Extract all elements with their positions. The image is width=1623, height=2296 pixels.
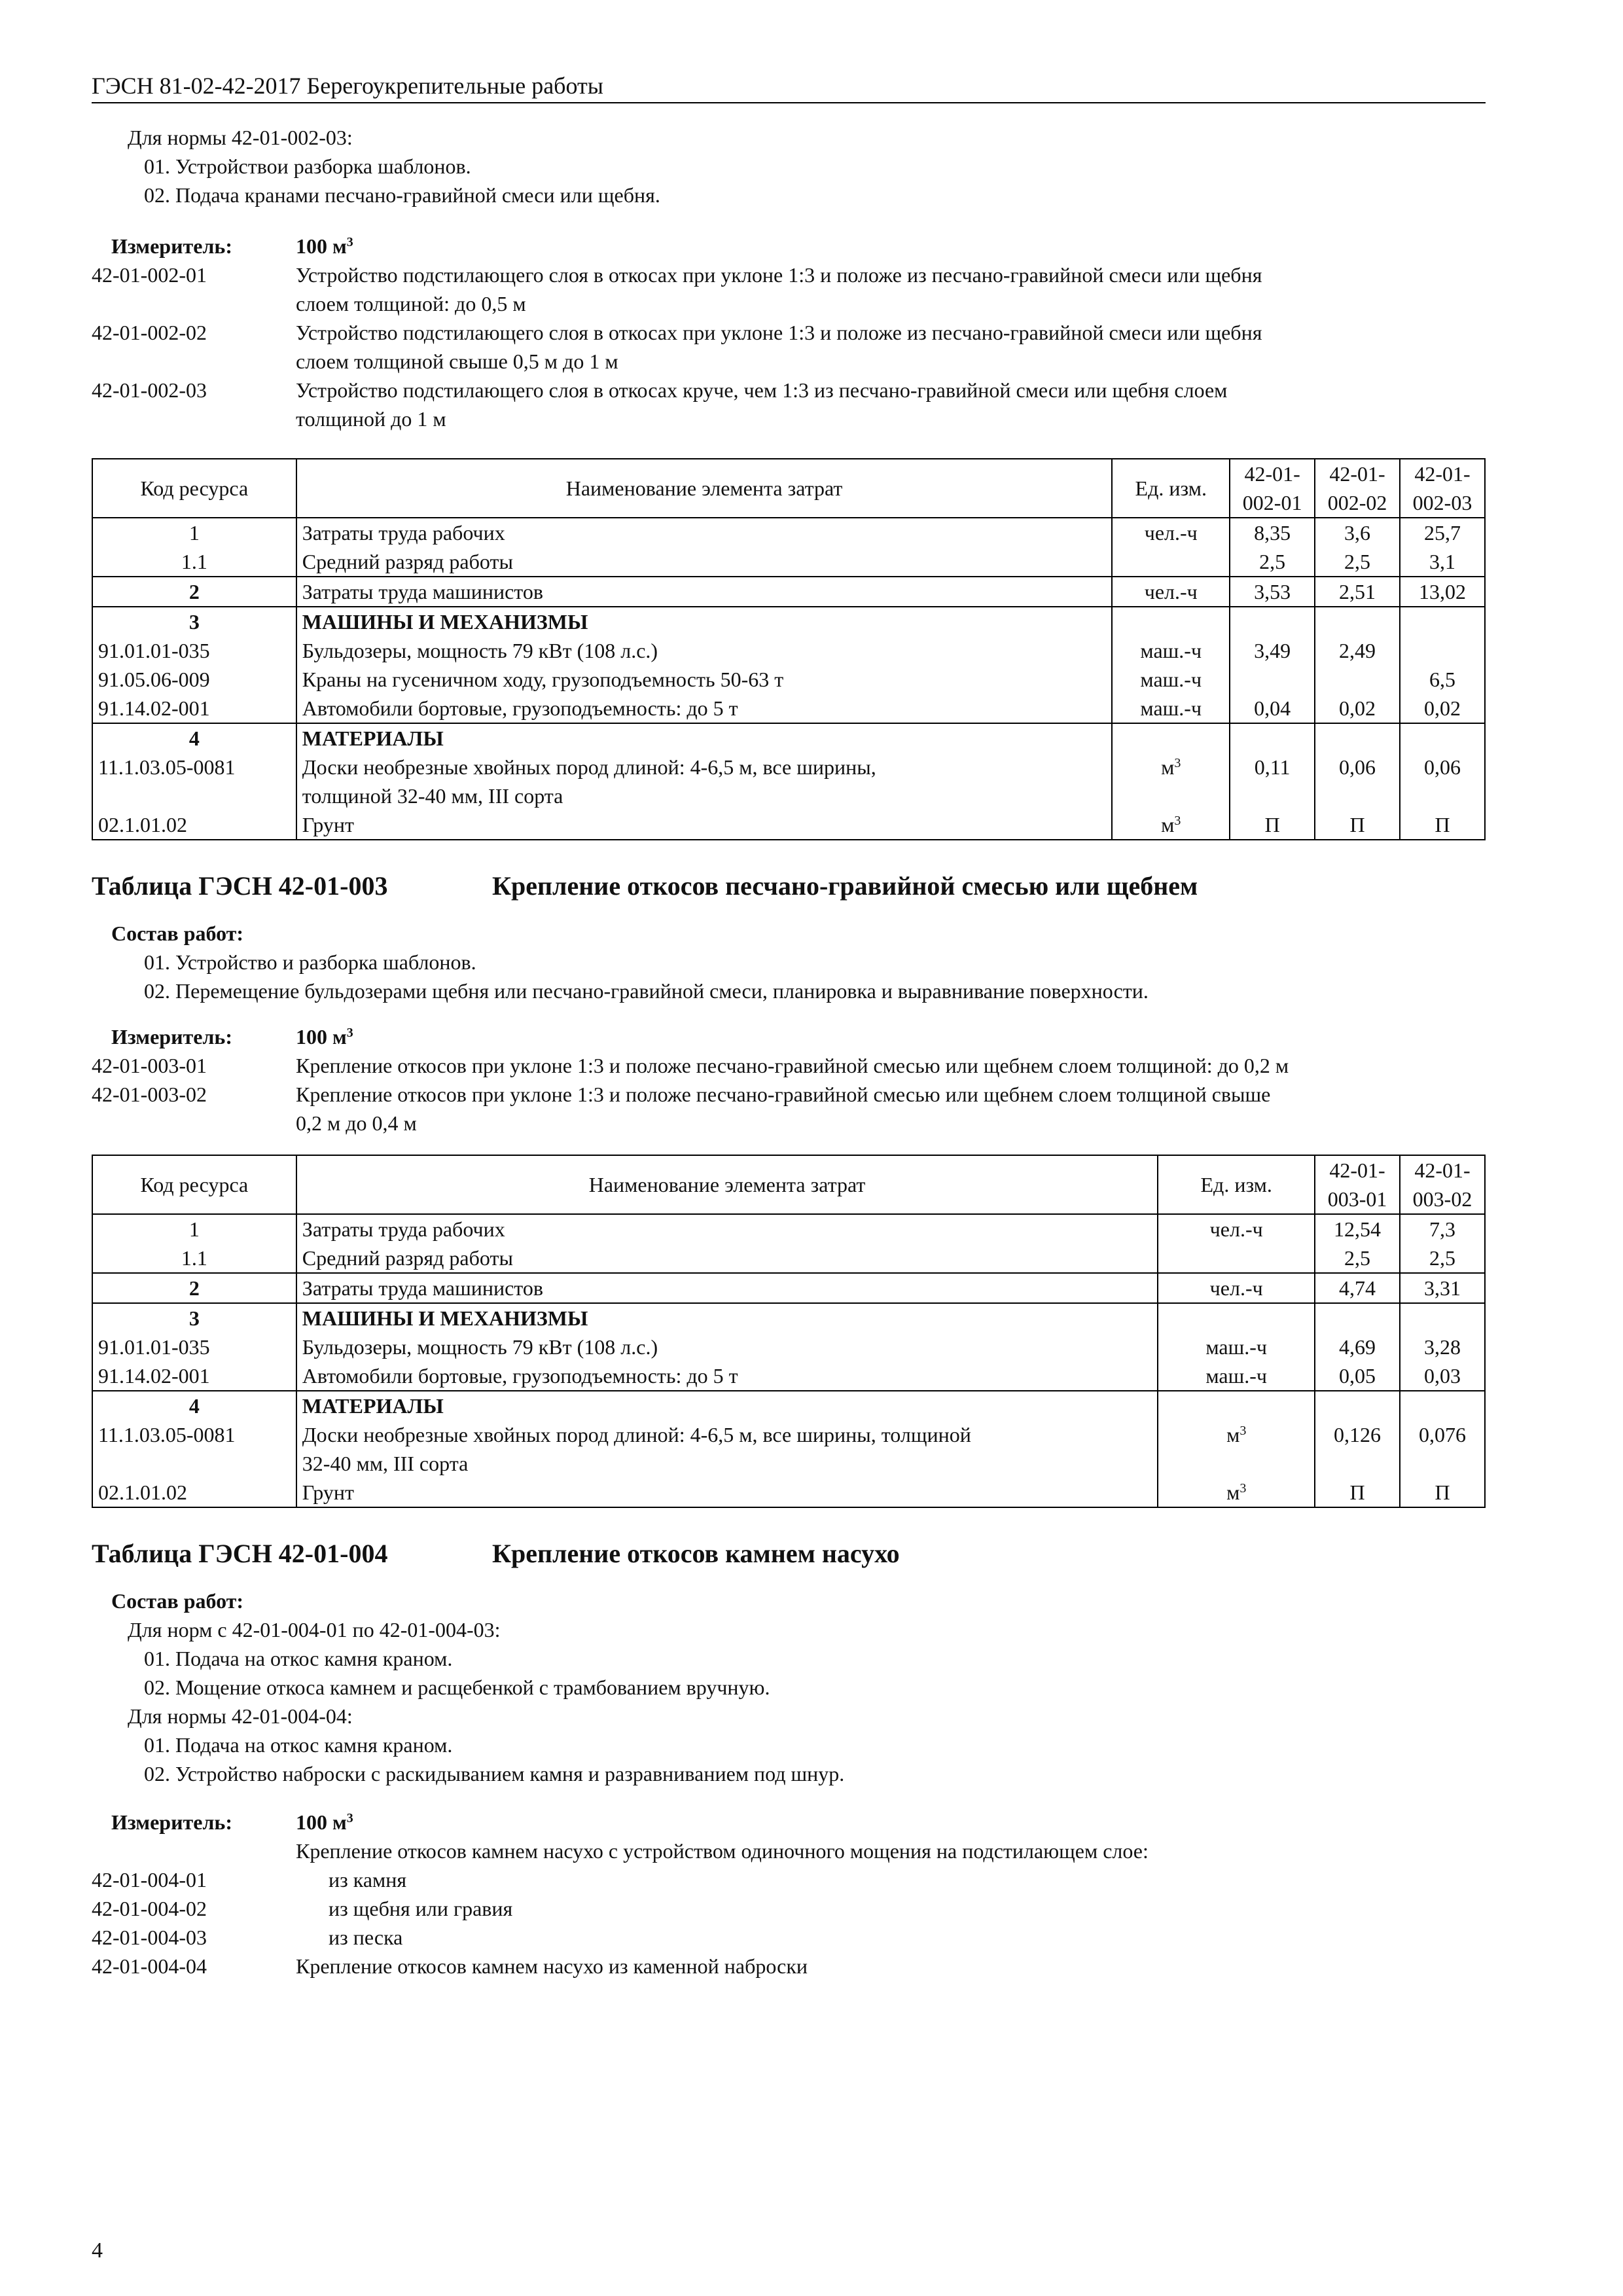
cell: Средний разряд работы (296, 1244, 1158, 1273)
cell: 2 (92, 1273, 296, 1303)
work-line: Для норм с 42-01-004-01 по 42-01-004-03: (128, 1618, 501, 1641)
resource-table-002 (92, 458, 1486, 840)
cell: Бульдозеры, мощность 79 кВт (108 л.с.) (296, 636, 1113, 665)
work-line: Для нормы 42-01-002-03: (128, 126, 353, 149)
norm-text: из песка (329, 1926, 403, 1949)
table-row (92, 665, 1485, 694)
norm-text: из камня (329, 1868, 407, 1892)
cell (1230, 781, 1315, 810)
table-row (92, 636, 1485, 665)
cell (1158, 1244, 1315, 1273)
header-unit: Ед. изм. (1112, 459, 1230, 518)
cell: П (1400, 810, 1485, 840)
cell (1315, 1449, 1400, 1478)
header-name: Наименование элемента затрат (296, 459, 1113, 518)
measure-value: 100 $м^3$ (296, 1025, 353, 1049)
cell: Бульдозеры, мощность 79 кВт (108 л.с.) (296, 1333, 1158, 1361)
cell (1315, 723, 1400, 753)
cell: 3,1 (1400, 547, 1485, 577)
norm-code: 42-01-003-01 (92, 1054, 207, 1077)
table-row (92, 810, 1485, 840)
table-row (92, 607, 1485, 636)
cell: 0,05 (1315, 1361, 1400, 1391)
table-title (92, 867, 1486, 906)
cell (1400, 1391, 1485, 1420)
cell: 02.1.01.02 (92, 810, 296, 840)
cell: маш.-ч (1112, 665, 1230, 694)
cell: 2 (92, 577, 296, 607)
measure-value: 100 $м^3$ (296, 1810, 353, 1834)
cell (1112, 607, 1230, 636)
work-line: 01. Устройство и разборка шаблонов. (144, 950, 476, 974)
cell: чел.-ч (1112, 577, 1230, 607)
cell: $м^3$ (1112, 753, 1230, 781)
work-line: 01. Устройствои разборка шаблонов. (144, 154, 471, 178)
table-title-name: Крепление откосов камнем насухо (492, 1539, 900, 1568)
header-norm: 42-01- 003-01 (1315, 1155, 1400, 1214)
cell: 11.1.03.05-0081 (92, 1420, 296, 1449)
work-line: 01. Подача на откос камня краном. (144, 1733, 453, 1757)
norm-code: 42-01-004-02 (92, 1897, 207, 1920)
resource-table-003 (92, 1155, 1486, 1508)
cell: 6,5 (1400, 665, 1485, 694)
table-row (92, 547, 1485, 577)
norm-text: 0,2 м до 0,4 м (296, 1111, 417, 1135)
table-row (92, 1303, 1485, 1333)
cell: 0,076 (1400, 1420, 1485, 1449)
cell: МАШИНЫ И МЕХАНИЗМЫ (296, 1303, 1158, 1333)
measure-label: Измеритель: (111, 1025, 232, 1049)
cell: 1 (92, 518, 296, 547)
table-row (92, 753, 1485, 781)
cell: 25,7 (1400, 518, 1485, 547)
cell: 4 (92, 723, 296, 753)
work-line: 02. Перемещение бульдозерами щебня или песчано-гравийной смеси, планировка и выравнивание поверхности. (144, 979, 1149, 1003)
header-norm: 42-01- 002-01 (1230, 459, 1315, 518)
cell: 3,28 (1400, 1333, 1485, 1361)
measure-value: 100 $м^3$ (296, 234, 353, 258)
table-row (92, 781, 1485, 810)
page (92, 72, 1486, 1981)
header-norm: 42-01- 002-02 (1315, 459, 1400, 518)
cell (1112, 547, 1230, 577)
norm-text: Крепление откосов при уклоне 1:3 и положе песчано-гравийной смесью или щебнем слоем толщиной: до 0,2 м (296, 1054, 1289, 1077)
cell: $м^3$ (1158, 1478, 1315, 1507)
table-row (92, 1449, 1485, 1478)
norm-code: 42-01-004-04 (92, 1954, 207, 1978)
cell: 13,02 (1400, 577, 1485, 607)
cell: 2,5 (1230, 547, 1315, 577)
cell: 4 (92, 1391, 296, 1420)
norm-text: слоем толщиной свыше 0,5 м до 1 м (296, 350, 618, 373)
work-composition-heading: Состав работ: (111, 922, 244, 945)
cell: П (1400, 1478, 1485, 1507)
header-norm: 42-01- 002-03 (1400, 459, 1485, 518)
norm-text: Устройство подстилающего слоя в откосах круче, чем 1:3 из песчано-гравийной смеси или щебня слоем (296, 378, 1228, 402)
cell: П (1315, 810, 1400, 840)
norm-text: Устройство подстилающего слоя в откосах при уклоне 1:3 и положе из песчано-гравийной смеси или щебня (296, 321, 1262, 344)
cell (1158, 1449, 1315, 1478)
work-line: 01. Подача на откос камня краном. (144, 1647, 453, 1670)
table-title (92, 1534, 1486, 1573)
work-line: 02. Подача кранами песчано-гравийной смеси или щебня. (144, 183, 660, 207)
header-norm: 42-01- 003-02 (1400, 1155, 1485, 1214)
cell: 2,5 (1315, 1244, 1400, 1273)
cell (1315, 1303, 1400, 1333)
table-row (92, 577, 1485, 607)
cell: 91.01.01-035 (92, 636, 296, 665)
cell: Доски необрезные хвойных пород длиной: 4-6,5 м, все ширины, (296, 753, 1113, 781)
cell (1400, 607, 1485, 636)
cell: 3,49 (1230, 636, 1315, 665)
norm-group-text: Крепление откосов камнем насухо с устройством одиночного мощения на подстилающем слое: (296, 1839, 1149, 1863)
cell (1112, 723, 1230, 753)
table-row (92, 1391, 1485, 1420)
cell: 32-40 мм, III сорта (296, 1449, 1158, 1478)
cell (1315, 607, 1400, 636)
cell: 0,02 (1400, 694, 1485, 723)
cell (1315, 665, 1400, 694)
header-code: Код ресурса (92, 1155, 296, 1214)
cell: 3,53 (1230, 577, 1315, 607)
cell: Средний разряд работы (296, 547, 1113, 577)
norm-code: 42-01-004-01 (92, 1868, 207, 1892)
work-line: 02. Мощение откоса камнем и расщебенкой с трамбованием вручную. (144, 1676, 770, 1699)
cell: 12,54 (1315, 1214, 1400, 1244)
cell: 91.01.01-035 (92, 1333, 296, 1361)
cell: 1.1 (92, 547, 296, 577)
cell: Автомобили бортовые, грузоподъемность: до 5 т (296, 694, 1113, 723)
table-row (92, 518, 1485, 547)
cell (1400, 781, 1485, 810)
cell: П (1315, 1478, 1400, 1507)
cell: 7,3 (1400, 1214, 1485, 1244)
cell: 0,11 (1230, 753, 1315, 781)
cell (1400, 1449, 1485, 1478)
cell: 3,6 (1315, 518, 1400, 547)
table-header (92, 459, 1485, 518)
norm-code: 42-01-004-03 (92, 1926, 207, 1949)
table-row (92, 1478, 1485, 1507)
measure-block (92, 1022, 1486, 1138)
table-row (92, 1361, 1485, 1391)
cell: Грунт (296, 810, 1113, 840)
cell: 2,49 (1315, 636, 1400, 665)
cell: чел.-ч (1112, 518, 1230, 547)
cell (1230, 665, 1315, 694)
table-title-code: Таблица ГЭСН 42-01-004 (92, 1539, 388, 1568)
cell (1315, 1391, 1400, 1420)
cell: $м^3$ (1158, 1420, 1315, 1449)
cell: 0,03 (1400, 1361, 1485, 1391)
table-header (92, 1155, 1485, 1214)
cell: толщиной 32-40 мм, III сорта (296, 781, 1113, 810)
measure-label: Измеритель: (111, 234, 232, 258)
cell: 0,04 (1230, 694, 1315, 723)
cell: П (1230, 810, 1315, 840)
table-row (92, 723, 1485, 753)
cell (1400, 1303, 1485, 1333)
cell: 1.1 (92, 1244, 296, 1273)
cell (1158, 1391, 1315, 1420)
cell: Затраты труда машинистов (296, 1273, 1158, 1303)
table-row (92, 1214, 1485, 1244)
table-row (92, 1273, 1485, 1303)
table-title-code: Таблица ГЭСН 42-01-003 (92, 871, 388, 901)
cell: маш.-ч (1158, 1333, 1315, 1361)
cell: 2,51 (1315, 577, 1400, 607)
measure-label: Измеритель: (111, 1810, 232, 1834)
norm-text: Устройство подстилающего слоя в откосах при уклоне 1:3 и положе из песчано-гравийной смеси или щебня (296, 263, 1262, 287)
cell: чел.-ч (1158, 1273, 1315, 1303)
cell (1315, 781, 1400, 810)
cell: 11.1.03.05-0081 (92, 753, 296, 781)
table-row (92, 1244, 1485, 1273)
norm-text: Крепление откосов при уклоне 1:3 и положе песчано-гравийной смесью или щебнем слоем толщиной свыше (296, 1083, 1271, 1106)
norm-text: из щебня или гравия (329, 1897, 513, 1920)
cell: $м^3$ (1112, 810, 1230, 840)
cell: МАШИНЫ И МЕХАНИЗМЫ (296, 607, 1113, 636)
cell: маш.-ч (1112, 694, 1230, 723)
norm-text: толщиной до 1 м (296, 407, 446, 431)
cell: 3 (92, 1303, 296, 1333)
work-line: 02. Устройство наброски с раскидыванием камня и разравниванием под шнур. (144, 1762, 845, 1785)
norm-code: 42-01-002-01 (92, 263, 207, 287)
cell: 0,06 (1400, 753, 1485, 781)
table-row (92, 1333, 1485, 1361)
work-composition-heading: Состав работ: (111, 1589, 244, 1613)
cell: Автомобили бортовые, грузоподъемность: до 5 т (296, 1361, 1158, 1391)
table-title-name: Крепление откосов песчано-гравийной смесью или щебнем (492, 871, 1198, 901)
cell: 4,74 (1315, 1273, 1400, 1303)
table-row (92, 1420, 1485, 1449)
cell: маш.-ч (1158, 1361, 1315, 1391)
work-line: Для нормы 42-01-004-04: (128, 1704, 353, 1728)
cell: 0,126 (1315, 1420, 1400, 1449)
norm-text: слоем толщиной: до 0,5 м (296, 292, 526, 315)
cell: 2,5 (1315, 547, 1400, 577)
cell: 0,06 (1315, 753, 1400, 781)
cell: 3,31 (1400, 1273, 1485, 1303)
cell: 2,5 (1400, 1244, 1485, 1273)
header-unit: Ед. изм. (1158, 1155, 1315, 1214)
cell (92, 1449, 296, 1478)
table-row (92, 694, 1485, 723)
cell: Затраты труда рабочих (296, 518, 1113, 547)
measure-block (92, 232, 1486, 433)
cell: чел.-ч (1158, 1214, 1315, 1244)
norm-text: Крепление откосов камнем насухо из каменной наброски (296, 1954, 808, 1978)
cell: 02.1.01.02 (92, 1478, 296, 1507)
cell: 91.05.06-009 (92, 665, 296, 694)
cell: Затраты труда машинистов (296, 577, 1113, 607)
measure-block (92, 1808, 1486, 1981)
cell: 91.14.02-001 (92, 694, 296, 723)
cell: МАТЕРИАЛЫ (296, 1391, 1158, 1420)
running-header: ГЭСН 81-02-42-2017 Берегоукрепительные работы (92, 72, 1486, 103)
cell: МАТЕРИАЛЫ (296, 723, 1113, 753)
cell (1230, 607, 1315, 636)
cell: 4,69 (1315, 1333, 1400, 1361)
cell (92, 781, 296, 810)
cell: 3 (92, 607, 296, 636)
cell (1112, 781, 1230, 810)
header-code: Код ресурса (92, 459, 296, 518)
cell: 91.14.02-001 (92, 1361, 296, 1391)
norm-code: 42-01-002-02 (92, 321, 207, 344)
cell: Затраты труда рабочих (296, 1214, 1158, 1244)
cell: Доски необрезные хвойных пород длиной: 4-6,5 м, все ширины, толщиной (296, 1420, 1158, 1449)
cell (1400, 636, 1485, 665)
cell: 8,35 (1230, 518, 1315, 547)
norm-code: 42-01-002-03 (92, 378, 207, 402)
cell (1230, 723, 1315, 753)
header-name: Наименование элемента затрат (296, 1155, 1158, 1214)
cell: Грунт (296, 1478, 1158, 1507)
cell (1158, 1303, 1315, 1333)
cell: 0,02 (1315, 694, 1400, 723)
cell: маш.-ч (1112, 636, 1230, 665)
cell: Краны на гусеничном ходу, грузоподъемность 50-63 т (296, 665, 1113, 694)
cell: 1 (92, 1214, 296, 1244)
norm-code: 42-01-003-02 (92, 1083, 207, 1106)
cell (1400, 723, 1485, 753)
page-number: 4 (92, 2238, 103, 2263)
